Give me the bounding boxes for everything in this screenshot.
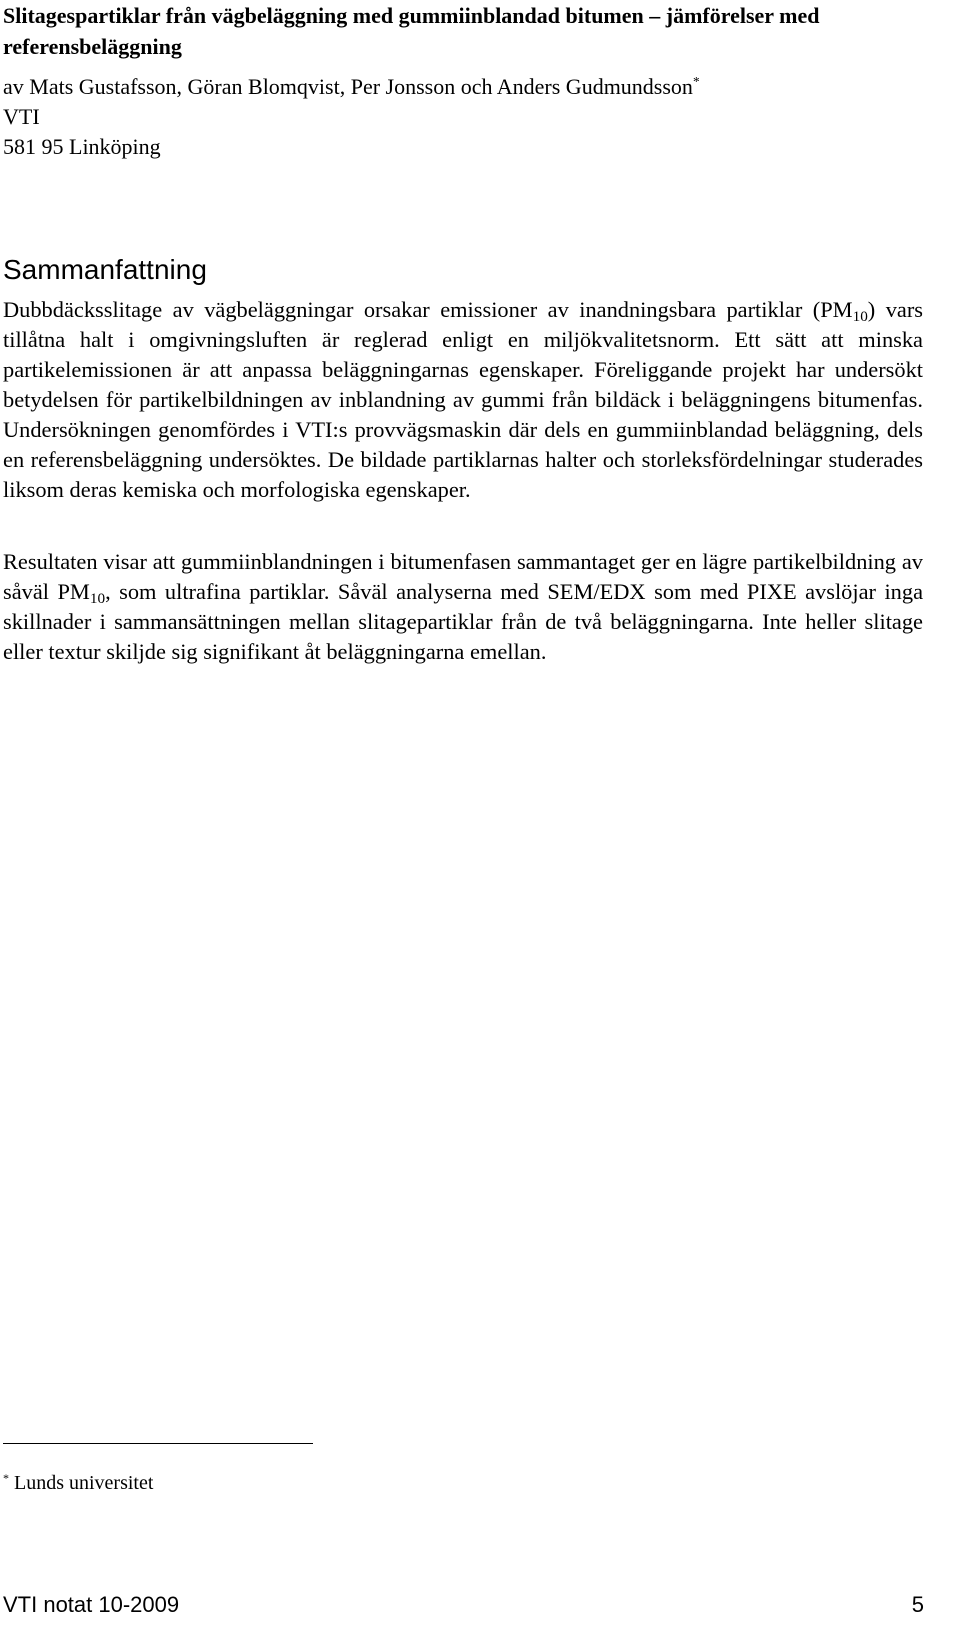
author-footnote-marker: *: [692, 74, 700, 90]
authors: av Mats Gustafsson, Göran Blomqvist, Per Jonsson och Anders Gudmundsson: [3, 74, 693, 99]
paragraph-1-text-a: Dubbdäcksslitage av vägbeläggningar orsakar emissioner av inandningsbara partiklar (PM: [3, 297, 853, 322]
footnote-divider: [3, 1443, 313, 1444]
summary-paragraph-2: [3, 547, 923, 667]
summary-heading: Sammanfattning: [3, 254, 207, 285]
page-number: 5: [911, 1592, 924, 1617]
paragraph-1-text-b: ) vars tillåtna halt i omgivningsluften är reglerad enligt en miljökvalitetsnorm. Ett sätt att minska partikelemissionen är att anpassa beläggningarnas egenskaper. Föreliggande projekt har undersökt betydelsen för partikelbildningen av inblandning av gummi från bildäck i beläggningens bitumenfas. Undersökningen genomfördes i VTI:s provvägsmaskin där dels en gummiinblandad beläggning, dels en referensbeläggning undersöktes. De bildade partiklarnas halter och storleksfördelningar studerades liksom deras kemiska och morfologiska egenskaper.: [3, 297, 924, 502]
paragraph-2-text-b: , som ultrafina partiklar. Såväl analyserna med SEM/EDX som med PIXE avslöjar inga skillnader i sammansättningen mellan slitagepartiklar från de två beläggningarna. Inte heller slitage eller textur skiljde sig signifikant åt beläggningarna emellan.: [3, 579, 924, 664]
pm10-subscript: 10: [89, 589, 106, 607]
authors-line: [3, 72, 953, 102]
footnote-marker: *: [3, 1470, 9, 1485]
author-block: [3, 72, 953, 162]
address: 581 95 Linköping: [3, 134, 161, 159]
footnote: [3, 1470, 153, 1496]
organization: VTI: [3, 104, 40, 129]
summary-paragraph-1: [3, 295, 923, 505]
paragraph-2-text-a: Resultaten visar att gummiinblandningen i bitumenfasen sammantaget ger en lägre partikelbildning av såväl PM: [3, 549, 923, 604]
footer-publication: VTI notat 10-2009: [3, 1592, 180, 1617]
document-title: Slitagespartiklar från vägbeläggning med gummiinblandad bitumen – jämförelser med referensbeläggning: [3, 3, 820, 59]
pm10-subscript: 10: [852, 307, 868, 325]
footnote-text: Lunds universitet: [9, 1472, 154, 1494]
